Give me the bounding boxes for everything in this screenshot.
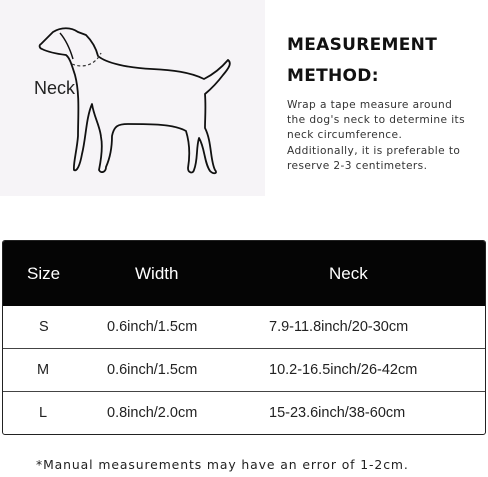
method-line: Additionally, it is preferable to	[287, 144, 461, 157]
method-title	[287, 30, 487, 92]
cell-neck: 7.9-11.8inch/20-30cm	[269, 319, 409, 335]
method-description	[287, 98, 485, 174]
measurement-illustration	[0, 0, 265, 196]
method-line: neck circumference.	[287, 129, 403, 142]
size-table	[2, 240, 486, 435]
method-line: Wrap a tape measure around	[287, 99, 453, 111]
cell-size: L	[39, 405, 48, 421]
method-title-line2: METHOD:	[287, 66, 379, 86]
cell-width: 0.6inch/1.5cm	[107, 362, 198, 378]
table-header	[3, 241, 485, 306]
header-neck: Neck	[329, 263, 368, 283]
neck-label: Neck	[34, 78, 76, 98]
cell-size: M	[37, 362, 50, 378]
cell-neck: 15-23.6inch/38-60cm	[269, 405, 406, 421]
cell-width: 0.8inch/2.0cm	[107, 405, 198, 421]
measurement-footnote: *Manual measurements may have an error of 1-2cm.	[36, 457, 409, 472]
method-line: reserve 2-3 centimeters.	[287, 159, 428, 172]
method-title-line1: MEASUREMENT	[287, 35, 438, 55]
table-row	[3, 349, 485, 391]
header-size: Size	[27, 263, 61, 283]
cell-neck: 10.2-16.5inch/26-42cm	[269, 362, 418, 378]
method-line: the dog's neck to determine its	[287, 114, 466, 127]
cell-size: S	[39, 319, 49, 335]
table-row	[3, 306, 485, 348]
table-row	[3, 392, 485, 434]
header-width: Width	[135, 263, 179, 283]
cell-width: 0.6inch/1.5cm	[107, 319, 198, 335]
